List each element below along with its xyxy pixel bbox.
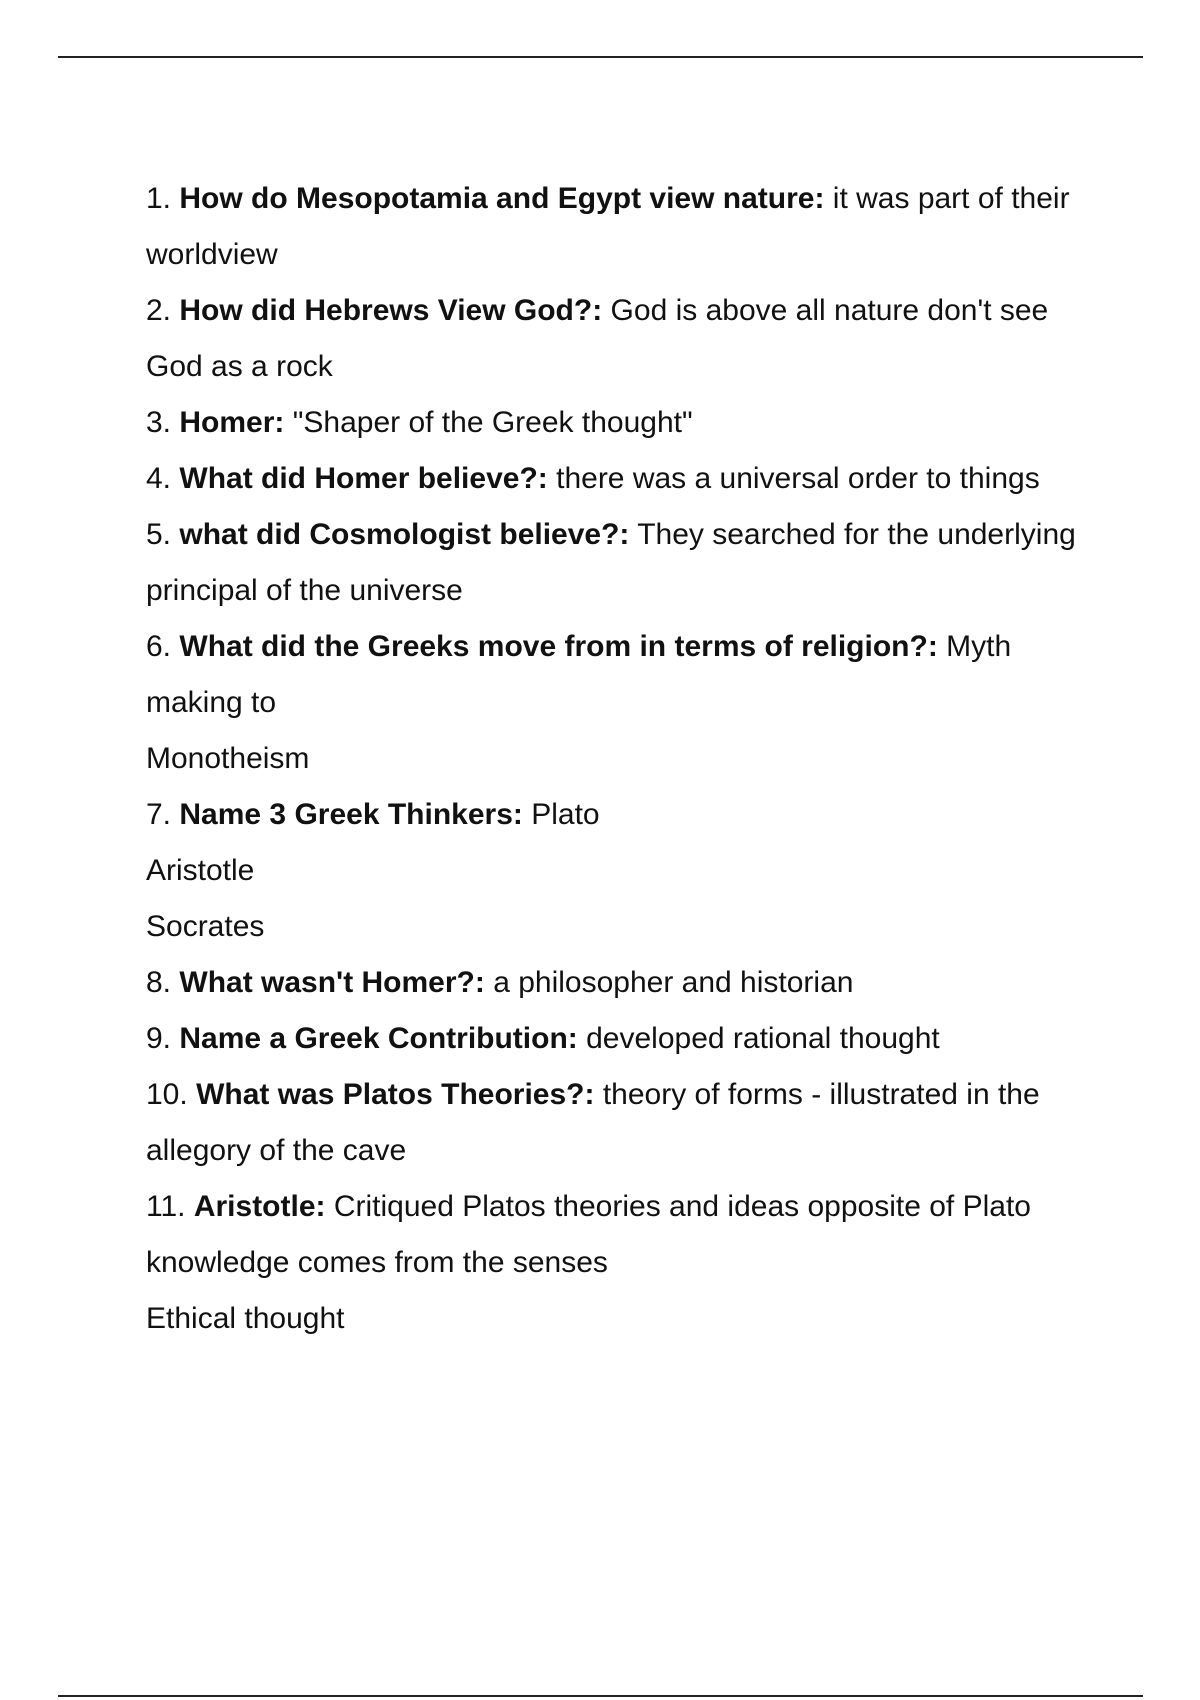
flashcard-list bbox=[146, 171, 1086, 1347]
item-question: Name 3 Greek Thinkers: bbox=[179, 798, 523, 831]
item-number: 11. bbox=[146, 1190, 186, 1223]
item-answer: Plato bbox=[531, 798, 600, 831]
item-answer: Critiqued Platos theories and ideas opposite of Plato bbox=[333, 1190, 1031, 1223]
item-question: What did Homer believe?: bbox=[179, 462, 548, 495]
item-number: 5. bbox=[146, 518, 172, 551]
list-item bbox=[146, 171, 1086, 283]
item-question: Aristotle: bbox=[193, 1190, 326, 1223]
item-number: 6. bbox=[146, 630, 172, 663]
list-item bbox=[146, 1179, 1086, 1347]
item-question: What did the Greeks move from in terms of religion?: bbox=[179, 630, 938, 663]
item-question: How do Mesopotamia and Egypt view nature: bbox=[179, 182, 825, 215]
list-item bbox=[146, 955, 1086, 1011]
item-answer: a philosopher and historian bbox=[493, 966, 854, 999]
top-rule bbox=[58, 56, 1143, 58]
item-question: How did Hebrews View God?: bbox=[179, 294, 603, 327]
list-item bbox=[146, 619, 1086, 787]
item-extra-line: Socrates bbox=[146, 910, 265, 943]
item-question: what did Cosmologist believe?: bbox=[179, 518, 630, 551]
list-item bbox=[146, 1067, 1086, 1179]
item-number: 4. bbox=[146, 462, 172, 495]
list-item bbox=[146, 283, 1086, 395]
item-answer: theory of forms - illustrated in the allegory of the cave bbox=[146, 1078, 1040, 1167]
item-answer: "Shaper of the Greek thought" bbox=[292, 406, 693, 439]
item-answer: it was part of their worldview bbox=[146, 182, 1070, 271]
item-answer: God is above all nature don't see God as a rock bbox=[146, 294, 1049, 383]
item-number: 8. bbox=[146, 966, 172, 999]
item-question: Name a Greek Contribution: bbox=[179, 1022, 578, 1055]
item-question: What wasn't Homer?: bbox=[179, 966, 485, 999]
item-number: 1. bbox=[146, 182, 172, 215]
list-item bbox=[146, 1011, 1086, 1067]
item-extra-line: Monotheism bbox=[146, 742, 310, 775]
item-answer: Myth making to bbox=[146, 630, 1012, 719]
item-question: What was Platos Theories?: bbox=[196, 1078, 595, 1111]
item-extra-line: knowledge comes from the senses bbox=[146, 1246, 608, 1279]
item-answer: there was a universal order to things bbox=[556, 462, 1040, 495]
item-number: 7. bbox=[146, 798, 172, 831]
item-answer: They searched for the underlying principal of the universe bbox=[146, 518, 1076, 607]
item-number: 10. bbox=[146, 1078, 188, 1111]
item-question: Homer: bbox=[179, 406, 285, 439]
item-answer: developed rational thought bbox=[586, 1022, 940, 1055]
list-item bbox=[146, 395, 1086, 451]
item-number: 3. bbox=[146, 406, 172, 439]
bottom-rule bbox=[58, 1695, 1143, 1697]
list-item bbox=[146, 451, 1086, 507]
item-number: 2. bbox=[146, 294, 172, 327]
list-item bbox=[146, 507, 1086, 619]
item-extra-line: Ethical thought bbox=[146, 1302, 345, 1335]
list-item bbox=[146, 787, 1086, 955]
item-number: 9. bbox=[146, 1022, 172, 1055]
item-extra-line: Aristotle bbox=[146, 854, 255, 887]
